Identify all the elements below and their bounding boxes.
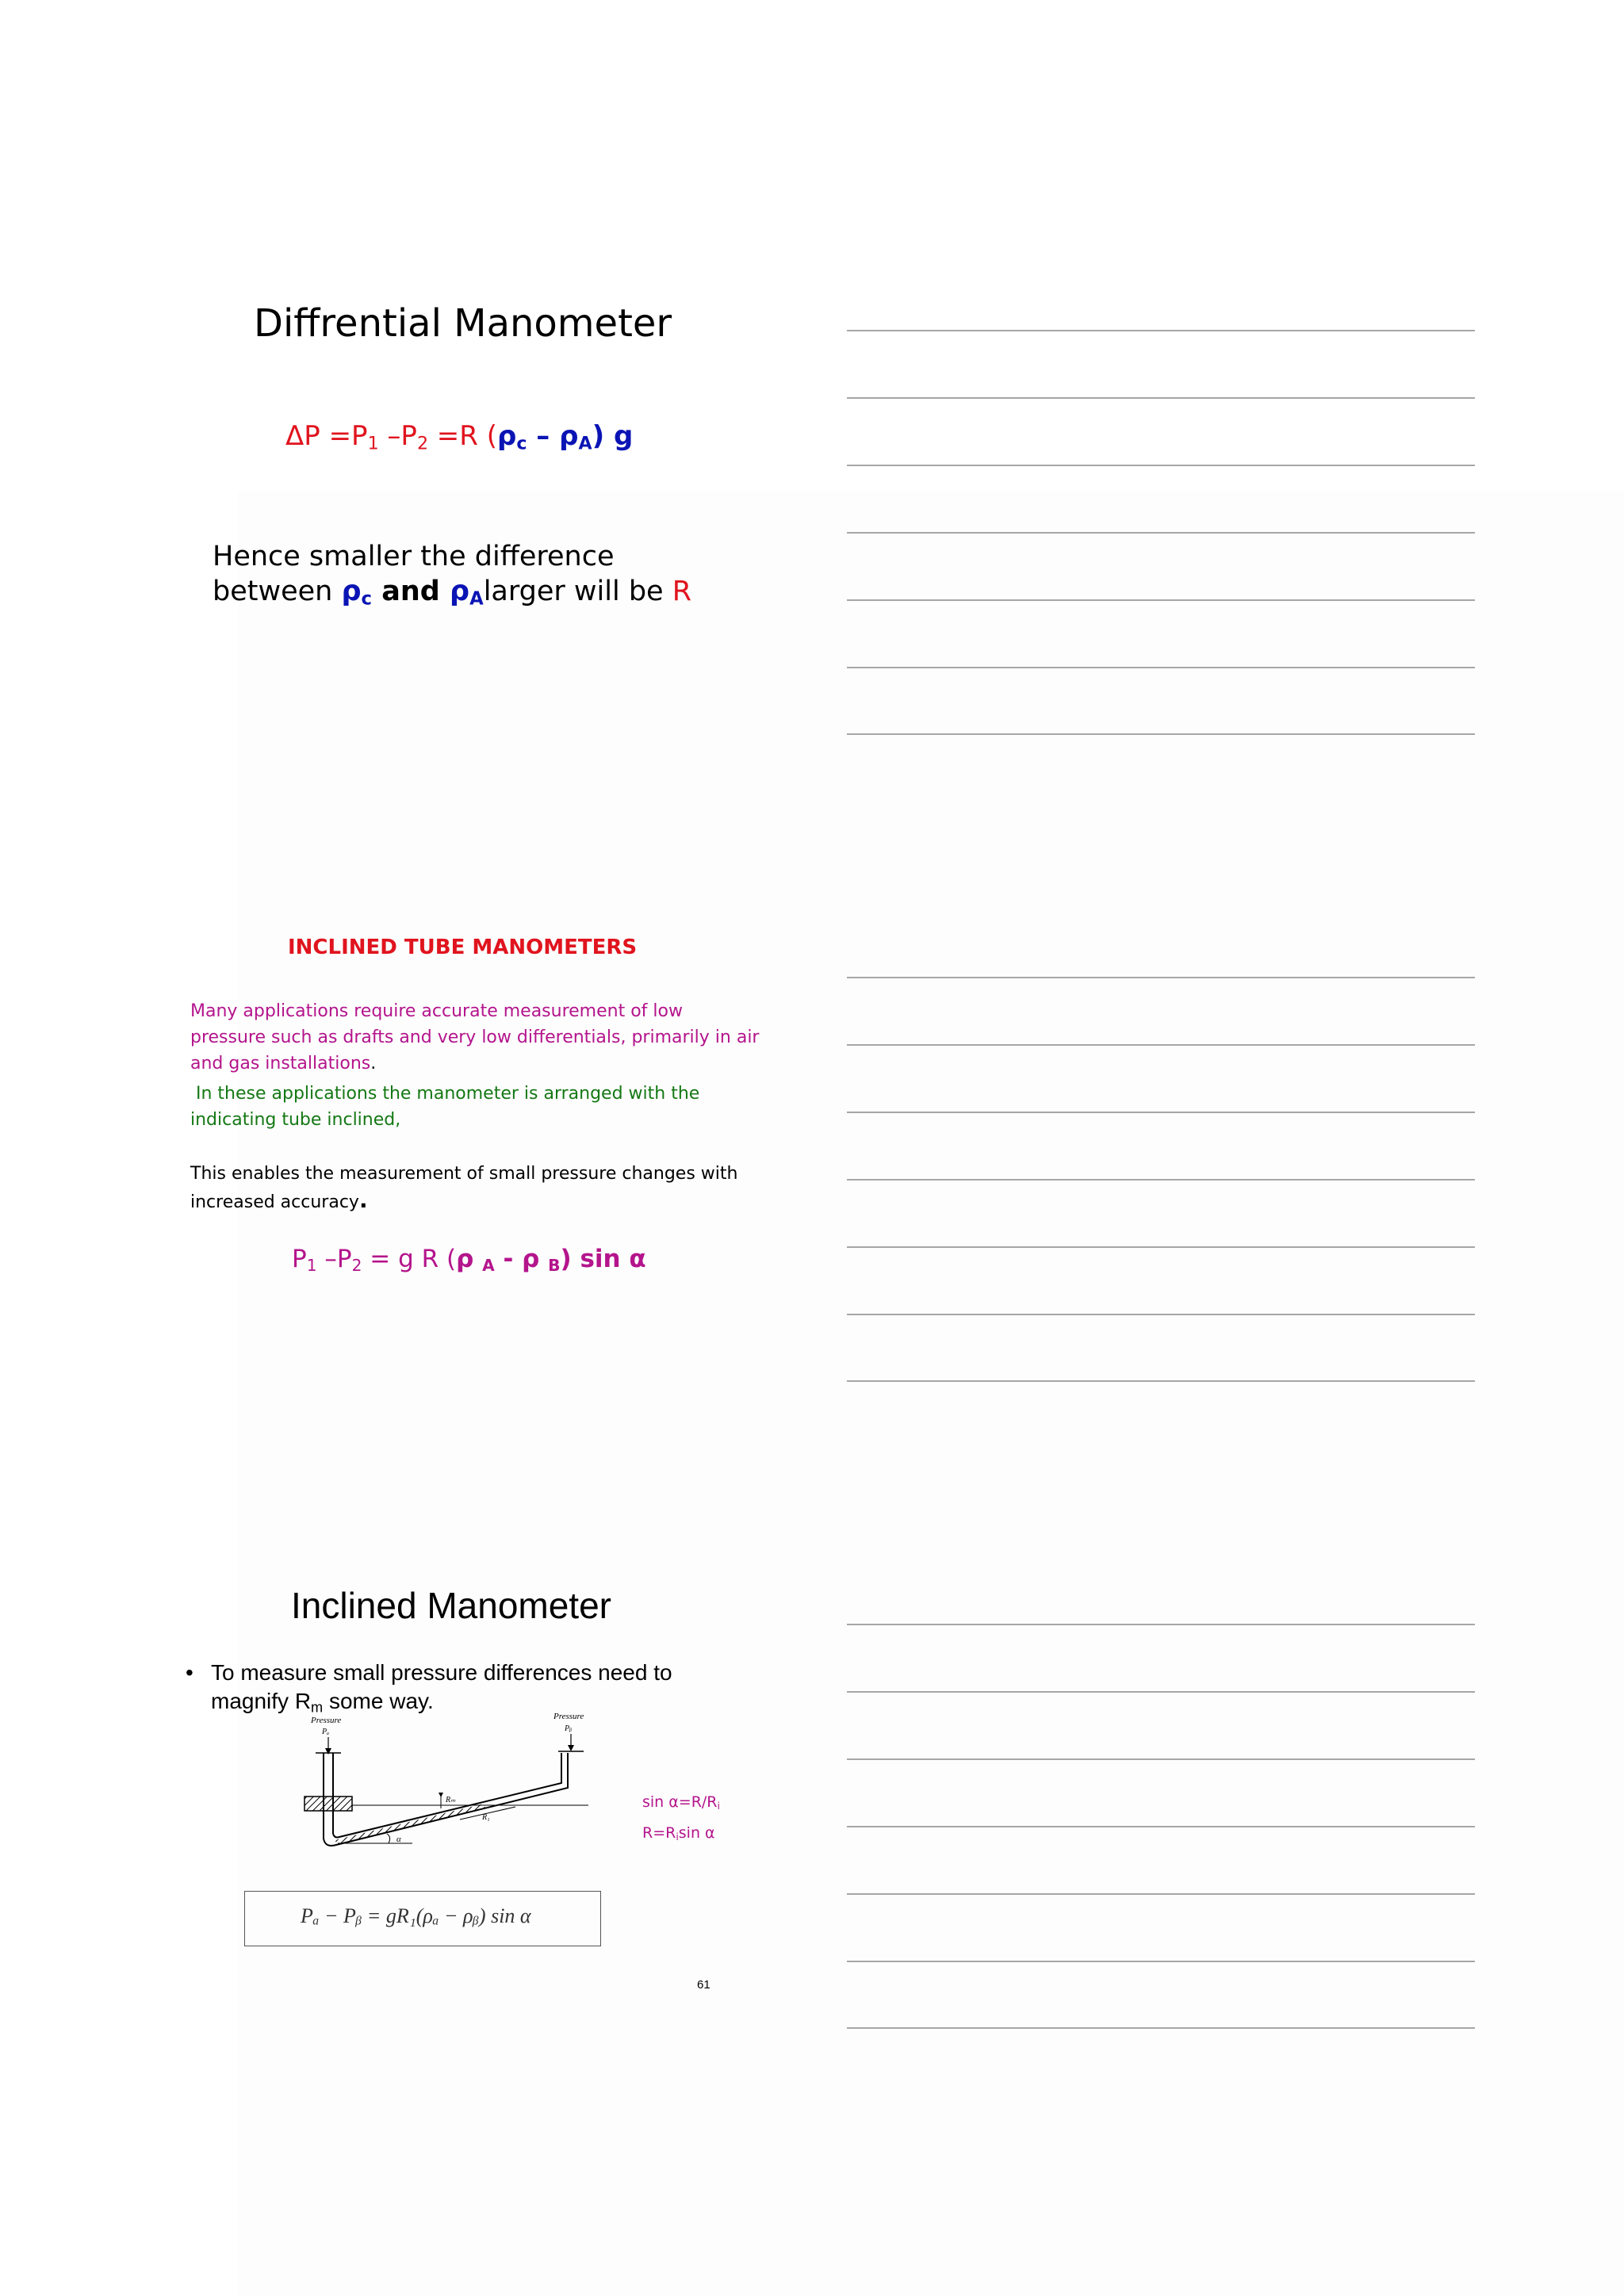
inclined-manometer-diagram	[293, 1709, 603, 1883]
note-line	[847, 465, 1475, 466]
para-line: indicating tube inclined,	[190, 1110, 401, 1130]
slide-inclined-manometer	[0, 0, 841, 2061]
text-rho-a: ρ	[450, 576, 470, 607]
para-line: In these applications the manometer is arranged with the	[190, 1084, 700, 1104]
note-line	[847, 532, 1475, 534]
para-line: and gas installations.	[190, 1054, 377, 1073]
text-part: between	[213, 576, 342, 607]
note-line	[847, 1826, 1475, 1827]
pb-label: Pᵦ	[565, 1724, 572, 1733]
page-number: 61	[697, 1978, 710, 1992]
eq-part: –	[527, 420, 560, 452]
text-sub: c	[361, 588, 373, 610]
note-line	[847, 1314, 1475, 1315]
note-line	[847, 2027, 1475, 2029]
eq-sub: A	[578, 433, 592, 454]
note-line	[847, 1691, 1475, 1693]
eq-sub: 2	[416, 433, 428, 454]
r1-label: R₁	[482, 1813, 490, 1822]
note-line	[847, 1380, 1475, 1382]
text-r: R	[672, 576, 692, 607]
note-line	[847, 1758, 1475, 1760]
formula-box	[244, 1891, 601, 1946]
note-line	[847, 1044, 1475, 1046]
alpha-label: α	[396, 1835, 401, 1844]
side-equation-sin: $\sin \alpha=R/R_i$	[642, 1793, 720, 1812]
explanation-line-1: Hence smaller the difference	[213, 541, 615, 572]
bullet-line-2: magnify $R_m$ some way.	[211, 1689, 434, 1716]
note-line	[847, 1893, 1475, 1895]
note-line	[847, 1624, 1475, 1625]
eq-part: –P	[378, 420, 417, 452]
eq-rho-a: ρ	[559, 420, 579, 452]
eq-rho-c: ρ	[497, 420, 517, 452]
box-formula-text: Pₐ − Pᵦ = gR₁(ρₐ − ρᵦ) sin α	[301, 1904, 531, 1927]
note-line	[847, 977, 1475, 978]
bullet-point	[186, 1659, 672, 1716]
bullet-line-1: To measure small pressure differences need to	[211, 1660, 672, 1685]
note-line	[847, 1179, 1475, 1181]
note-line	[847, 667, 1475, 668]
text-part: larger will be	[483, 576, 672, 607]
inclined-pressure-equation: $P_1$ $-P_2 = g$ R (ρ $_A$ - ρ $_B$) sin α	[292, 1245, 646, 1276]
para-line: increased accuracy.	[190, 1187, 368, 1213]
eq-part: =R (	[428, 420, 497, 452]
slide-title: Inclined Manometer	[291, 1585, 611, 1626]
pressure-right-label: Pressure	[553, 1712, 584, 1721]
note-line	[847, 330, 1475, 331]
section-heading: INCLINED TUBE MANOMETERS	[288, 936, 638, 959]
note-line	[847, 1112, 1475, 1113]
para-line: This enables the measurement of small pressure changes with	[190, 1164, 738, 1184]
eq-sub: 1	[367, 433, 379, 454]
text-and: and	[372, 576, 450, 607]
note-line	[847, 1246, 1475, 1248]
para-line: Many applications require accurate measurement of low	[190, 1001, 683, 1021]
eq-part: ) g	[592, 420, 634, 452]
text-sub: A	[469, 588, 484, 610]
pressure-left-label: Pressure	[311, 1716, 342, 1725]
text-rho-c: ρ	[341, 576, 362, 607]
note-line	[847, 1961, 1475, 1962]
note-line	[847, 397, 1475, 399]
bullet-marker: •	[186, 1660, 193, 1685]
eq-sub: c	[516, 433, 527, 454]
note-line	[847, 599, 1475, 601]
note-line	[847, 733, 1475, 735]
eq-part: ΔP =P	[285, 420, 368, 452]
para-line: pressure such as drafts and very low differentials, primarily in air	[190, 1027, 760, 1047]
slide-title: Diffrential Manometer	[254, 301, 672, 346]
pa-label: Pₐ	[322, 1728, 330, 1736]
side-equation-r: $R=R_i\sin$ α	[642, 1824, 715, 1843]
rm-label: Rₘ	[446, 1796, 456, 1804]
